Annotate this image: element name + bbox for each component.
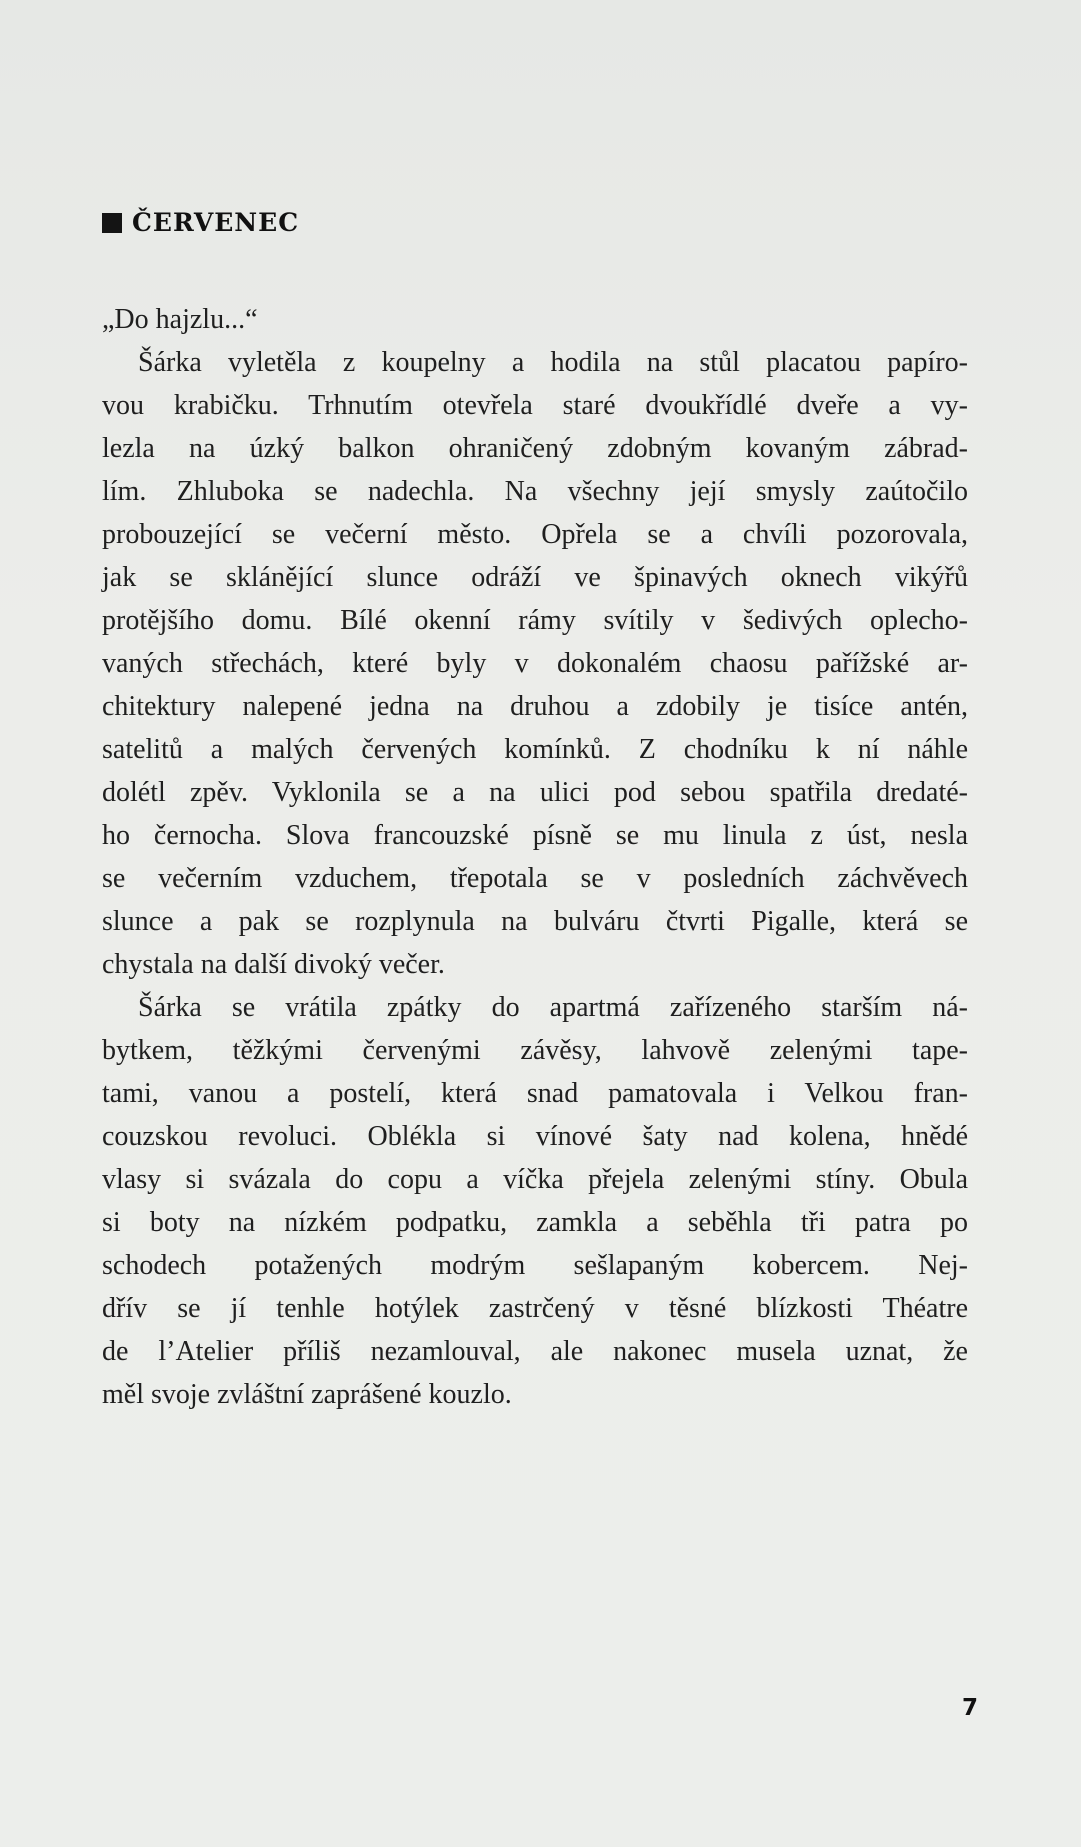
text-line: couzskou revoluci. Oblékla si vínové šaty nad kolena, hnědé [102,1121,968,1152]
text-line: probouzející se večerní město. Opřela se a chvíli pozorovala, [102,519,968,550]
text-line: satelitů a malých červených komínků. Z chodníku k ní náhle [102,734,968,765]
text-line: slunce a pak se rozplynula na bulváru čtvrti Pigalle, která se [102,906,968,937]
text-line: Šárka vyletěla z koupelny a hodila na stůl placatou papíro- [138,347,968,378]
text-line: chystala na další divoký večer. [102,949,445,980]
text-line: chitektury nalepené jedna na druhou a zdobily je tisíce antén, [102,691,968,722]
text-line: lím. Zhluboka se nadechla. Na všechny její smysly zaútočilo [102,476,968,507]
text-line: bytkem, těžkými červenými závěsy, lahvově zelenými tape- [102,1035,968,1066]
text-line: lezla na úzký balkon ohraničený zdobným kovaným zábrad- [102,433,968,464]
text-line: vlasy si svázala do copu a víčka přejela zelenými stíny. Obula [102,1164,968,1195]
text-line: se večerním vzduchem, třepotala se v posledních záchvěvech [102,863,968,894]
text-line: schodech potažených modrým sešlapaným kobercem. Nej- [102,1250,968,1281]
heading-square-marker [102,213,122,233]
chapter-title: ČERVENEC [132,208,300,237]
text-line: si boty na nízkém podpatku, zamkla a seběhla tři patra po [102,1207,968,1238]
text-line: měl svoje zvláštní zaprášené kouzlo. [102,1379,512,1410]
text-line: ho černocha. Slova francouzské písně se mu linula z úst, nesla [102,820,968,851]
text-line: tami, vanou a postelí, která snad pamatovala i Velkou fran- [102,1078,968,1109]
text-line: vaných střechách, které byly v dokonalém chaosu pařížské ar- [102,648,968,679]
page-number: 7 [962,1695,979,1721]
chapter-heading [102,208,299,237]
text-line: jak se sklánějící slunce odráží ve špinavých oknech vikýřů [102,562,968,593]
text-line: Šárka se vrátila zpátky do apartmá zařízeného starším ná- [138,992,968,1023]
text-line: de l’Atelier příliš nezamlouval, ale nakonec musela uznat, že [102,1336,968,1367]
text-line: protějšího domu. Bílé okenní rámy svítily v šedivých oplecho- [102,605,968,636]
text-line: dolétl zpěv. Vyklonila se a na ulici pod sebou spatřila dredaté- [102,777,968,808]
text-line: „Do hajzlu...“ [102,304,258,335]
text-line: dřív se jí tenhle hotýlek zastrčený v těsné blízkosti Théatre [102,1293,968,1324]
text-line: vou krabičku. Trhnutím otevřela staré dvoukřídlé dveře a vy- [102,390,968,421]
